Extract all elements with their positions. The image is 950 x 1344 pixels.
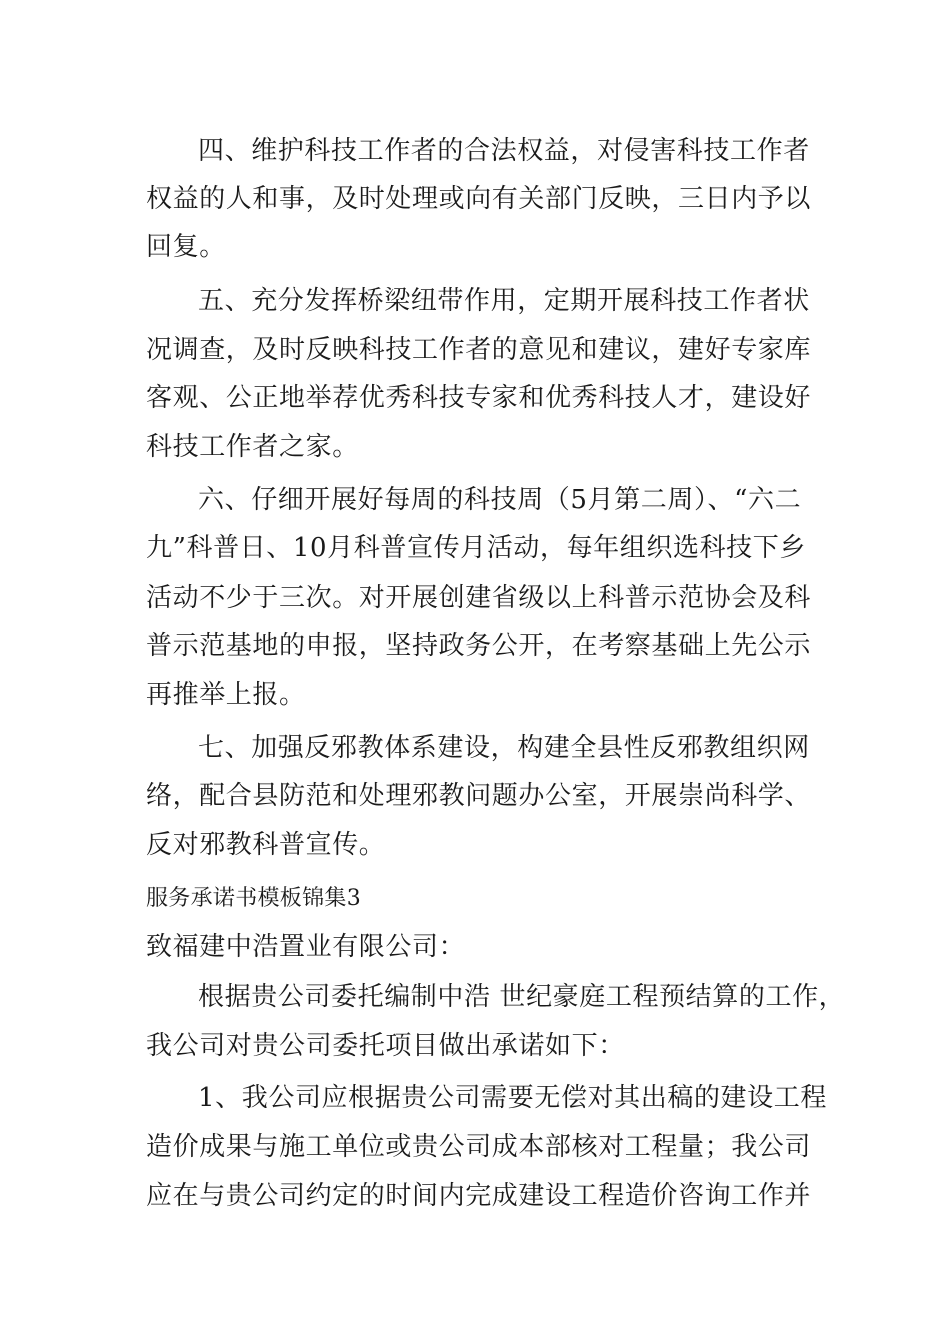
paragraph-6-line-1: 六、仔细开展好每周的科技周（5月第二周）、“六二 [198,485,802,515]
paragraph-7-line-1: 七、加强反邪教体系建设，构建全县性反邪教组织网 [198,733,810,763]
paragraph-4-line-2: 权益的人和事，及时处理或向有关部门反映，三日内予以 [146,184,812,214]
paragraph-7-line-2: 络，配合县防范和处理邪教问题办公室，开展崇尚科学、 [146,781,812,811]
paragraph-4-line-1: 四、维护科技工作者的合法权益，对侵害科技工作者 [198,136,810,166]
item-1-line-2: 造价成果与施工单位或贵公司成本部核对工程量；我公司 [146,1132,812,1162]
item-1-line-3: 应在与贵公司约定的时间内完成建设工程造价咨询工作并 [146,1181,812,1211]
paragraph-6-line-4: 普示范基地的申报，坚持政务公开，在考察基础上先公示 [146,631,812,661]
paragraph-5-line-2: 况调查，及时反映科技工作者的意见和建议，建好专家库 [146,335,812,365]
paragraph-6-line-3: 活动不少于三次。对开展创建省级以上科普示范协会及科 [146,583,812,613]
intro-line-2: 我公司对贵公司委托项目做出承诺如下： [146,1031,625,1061]
paragraph-4-line-3: 回复。 [146,232,226,262]
section-heading: 服务承诺书模板锦集3 [146,886,361,911]
paragraph-6-line-2: 九”科普日、10月科普宣传月活动，每年组织选科技下乡 [146,533,806,563]
paragraph-5-line-1: 五、充分发挥桥梁纽带作用，定期开展科技工作者状 [198,286,810,316]
paragraph-5-line-3: 客观、公正地举荐优秀科技专家和优秀科技人才，建设好 [146,383,812,413]
intro-line-1: 根据贵公司委托编制中浩 世纪豪庭工程预结算的工作， [198,982,846,1012]
item-1-line-1: 1、我公司应根据贵公司需要无偿对其出稿的建设工程 [198,1083,827,1113]
paragraph-5-line-4: 科技工作者之家。 [146,432,359,462]
paragraph-7-line-3: 反对邪教科普宣传。 [146,830,386,860]
letter-salutation: 致福建中浩置业有限公司： [146,932,466,962]
paragraph-6-line-5: 再推举上报。 [146,680,306,710]
